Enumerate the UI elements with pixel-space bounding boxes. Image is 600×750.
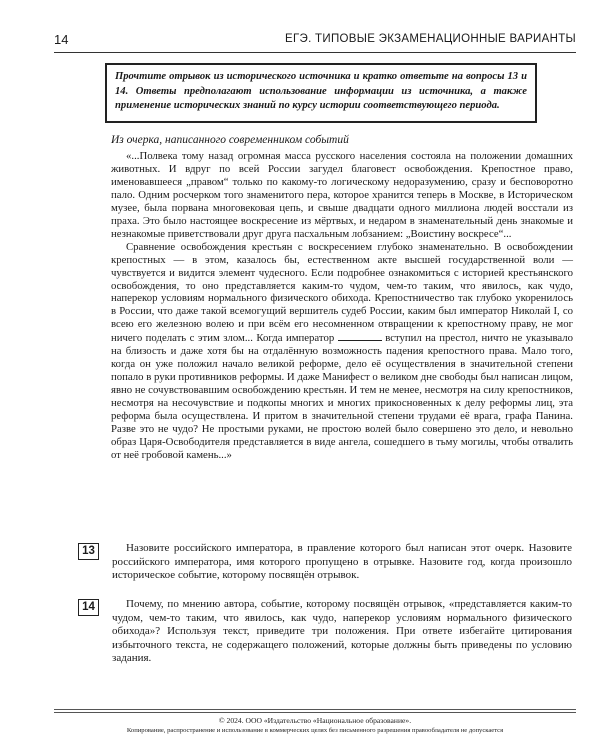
footer-notice: Копирование, распространение и использование в коммерческих целях без письменного разрешения правообладателя не допускается [126, 727, 504, 734]
page-header [54, 30, 576, 50]
instruction-box: Прочтите отрывок из исторического источника и кратко ответьте на вопросы 13 и 14. Ответы предполагают использование информации из источника, а также применение исторических знаний по курсу истории соответствующего периода. [105, 63, 537, 123]
excerpt-paragraph-2-head: Сравнение освобождения крестьян с воскресением глубоко знаменательно. В освобождении крепостных — в этом, казалось бы, естественном акте высшей государственной воли — чувствуется и видится элемент чудесного. Если подробнее ознакомиться с историей крестьянского освобождения, то оно представляется каким-то чудом, чем-то таким, что явилось, как чудо, наперекор условиям нормального физического обихода. Крепостничество так глубоко укоренилось в России, что даже такой всемогущий вершитель судеб России, каким был император Николай I, со всею его железною волею и при всём его несомненном отвращении к крепостному праву, не мог ничего поделать с этим злом... Когда император [111, 240, 573, 345]
footer-rule-bottom [54, 712, 576, 713]
question-14-text: Почему, по мнению автора, событие, которому посвящён отрывок, «представляется каким-то чудом, чем-то таким, что явилось, как чудо, наперекор условиям нормального физического обихода»? Используя текст, приведите три положения. При ответе избегайте цитирования избыточного текста, не содержащего положений, которые должны быть приведены по условию задания. [112, 598, 572, 665]
source-caption: Из очерка, написанного современником событий [111, 134, 349, 146]
page-number: 14 [54, 32, 69, 47]
running-title: ЕГЭ. ТИПОВЫЕ ЭКЗАМЕНАЦИОННЫЕ ВАРИАНТЫ [285, 33, 576, 45]
excerpt-paragraph-2-tail: вступил на престол, ничто не указывало на близость и даже хотя бы на отдалённую возможность падения крепостного права. Мало того, когда он уже положил начало великой реформе, дело её осуществления в значительной степени попало в руки противников реформы. И даже Манифест о великом дне свободы был написан лицом, явно не сочувствовавшим освобождению крестьян. И тем не менее, несмотря на силу крепостников, несмотря на несочувствие и подкопы многих и многих прикосновенных к делу реформы лиц, эта реформа была осуществлена. И притом в значительной степени трудами её врага, графа Панина. Разве это не чудо? Не простыми руками, не простою волей было совершено это дело, и невольно образ Царя-Освободителя представляется в виде ангела, сошедшего в тьму могилы, чтобы отвалить от неё гробовой камень...» [111, 332, 574, 461]
header-rule [54, 52, 576, 53]
excerpt-paragraph-2 [111, 241, 573, 462]
excerpt-paragraph-1: «...Полвека тому назад огромная масса русского населения состояла на положении домашних животных. И вдруг по всей России загудел благовест освобождения. Крепостное право, именовавшееся „правом“ только по какому-то логическому недоразумению, сразу и бесповоротно пало. Одним росчерком того знаменитого пера, которое хранится теперь в Москве, в Историческом музее, была порвана многовековая цепь, и свыше двадцати одного миллиона людей восстали из праха. Это было настоящее воскресение из мёртвых, и недаром в знаменательный день знакомые и незнакомые приветствовали друг друга пасхальным лобзанием: „Воистину воскресе“... [111, 150, 573, 240]
omitted-name-blank [338, 331, 382, 341]
footer-copyright: © 2024. ООО «Издательство «Национальное образование». [218, 716, 412, 725]
source-excerpt [111, 150, 573, 462]
question-13-number: 13 [78, 543, 99, 560]
footer-rule-top [54, 709, 576, 710]
question-14-number: 14 [78, 599, 99, 616]
question-13-text: Назовите российского императора, в правление которого был написан этот очерк. Назовите российского императора, имя которого пропущено в отрывке. Назовите год, когда произошло историческое событие, которому посвящён отрывок. [112, 542, 572, 582]
